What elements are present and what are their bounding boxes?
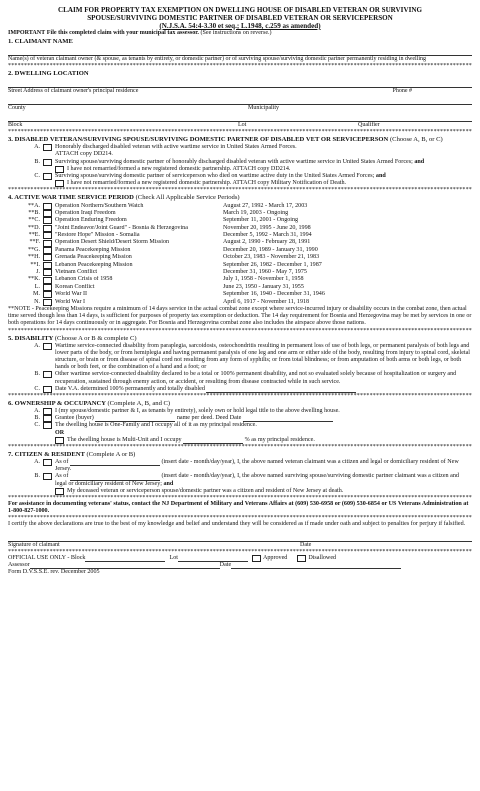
period-name: "Restore Hope" Mission - Somalia — [55, 232, 140, 239]
period-checkbox[interactable] — [43, 291, 52, 298]
block-lot-field[interactable] — [8, 112, 472, 122]
section-2-heading: 2. DWELLING LOCATION — [8, 70, 89, 78]
signature-date-label: Date — [300, 541, 312, 548]
option-5b — [8, 371, 472, 385]
option-5c — [8, 386, 472, 393]
occupancy-percent-field[interactable] — [183, 437, 243, 444]
period-name: Vietnam Conflict — [55, 269, 98, 276]
official-use-row — [8, 555, 472, 562]
multi-unit-suffix: % as my principal residence. — [244, 436, 315, 443]
block-label: Block — [8, 122, 23, 129]
option-7b — [8, 473, 472, 487]
service-period-row — [8, 232, 472, 239]
section-7-note: (Complete A or B) — [86, 450, 136, 458]
section-4-title: 4. ACTIVE WAR TIME SERVICE PERIOD — [8, 194, 134, 202]
title-statute: (N.J.S.A. 54:4-3.30 et seq.; L.1948, c.259 as amended) — [159, 22, 321, 30]
official-block-field[interactable] — [85, 555, 165, 562]
section-6-note: (Complete A, B, and C) — [107, 399, 171, 407]
service-period-row — [8, 254, 472, 261]
official-use-label: OFFICIAL USE ONLY - Block — [8, 554, 86, 561]
period-checkbox[interactable] — [43, 232, 52, 239]
peacekeeping-note: **NOTE - Peacekeeping Missions require a minimum of 14 days service in the actual combat zone except where service-incurred injury or disability occurs in the combat zone, then actual time served though less than 14 days, is sufficient for purposes of property tax exemption or deduction. The 14 day requirement for Bosnia and Herzegovina may be met by services in one or both operations for 14 days continuously or in aggregate. For Bosnia and Herzegovina combat zone also includes the airspace above those nations. — [8, 305, 472, 327]
checkbox-5b[interactable] — [43, 371, 52, 378]
title-line-1: CLAIM FOR PROPERTY TAX EXEMPTION ON DWELLING HOUSE OF DISABLED VETERAN OR SURVIVING — [58, 6, 422, 14]
va-date-field[interactable] — [206, 386, 356, 393]
period-name: Operation Enduring Freedom — [55, 217, 127, 224]
period-letter: **C. — [28, 217, 40, 224]
option-3b-sub — [8, 166, 472, 173]
period-dates: October 23, 1983 - November 21, 1983 — [223, 254, 320, 261]
official-lot-field[interactable] — [178, 555, 248, 562]
county-label: County — [8, 105, 26, 112]
citizen-date-field-a[interactable] — [70, 459, 160, 466]
section-5-heading — [8, 335, 472, 343]
checkbox-3c[interactable] — [43, 173, 52, 180]
section-3-heading — [8, 136, 472, 144]
official-lot-label: Lot — [169, 554, 178, 561]
option-letter: B. — [34, 473, 40, 480]
period-checkbox[interactable] — [43, 277, 52, 284]
period-name: Panama Peacekeeping Mission — [55, 246, 131, 253]
checkbox-3c-sub[interactable] — [55, 180, 64, 187]
option-letter: A. — [34, 407, 40, 414]
period-checkbox[interactable] — [43, 262, 52, 269]
period-checkbox[interactable] — [43, 210, 52, 217]
title-line-2: SPOUSE/SURVIVING DOMESTIC PARTNER OF DISABLED VETERAN OR SERVICEPERSON — [87, 14, 393, 22]
period-checkbox[interactable] — [43, 247, 52, 254]
option-3c-sub-text: I have not remarried/formed a new registered domestic partnership. ATTACH copy Military Notification of Death. — [67, 180, 347, 187]
checkbox-5c[interactable] — [43, 386, 52, 393]
signature-field[interactable] — [8, 529, 472, 542]
option-7b-text: (insert date - month/day/year), I, the above named surviving spouse/surviving domestic partner claimant was a citizen and legal or domiciliary resident of New Jersey; — [55, 473, 459, 487]
checkbox-3b-sub[interactable] — [55, 166, 64, 173]
section-4-heading — [8, 194, 472, 202]
period-name: Grenada Peacekeeping Mission — [55, 254, 132, 261]
divider — [8, 393, 472, 399]
divider — [8, 129, 472, 135]
option-3c-text: Surviving spouse/surviving domestic partner of serviceperson who died on wartime active duty in the United States Armed Forces; — [55, 173, 375, 180]
important-note — [8, 30, 472, 37]
period-checkbox[interactable] — [43, 284, 52, 291]
period-letter: **B. — [28, 209, 40, 216]
option-3a — [8, 144, 472, 158]
period-dates: June 23, 1950 - January 31, 1955 — [223, 283, 304, 290]
period-checkbox[interactable] — [43, 225, 52, 232]
checkbox-3a[interactable] — [43, 144, 52, 151]
period-dates: December 5, 1992 - March 31, 1994 — [223, 232, 312, 239]
important-text: File this completed claim with your municipal tax assessor. — [46, 30, 199, 36]
option-3a-attach: ATTACH copy DD214. — [55, 151, 113, 158]
period-letter: M. — [33, 291, 40, 298]
period-name: Korean Conflict — [55, 283, 95, 290]
as-of-label: As of — [55, 473, 69, 480]
period-dates: November 20, 1995 - June 20, 1998 — [223, 224, 311, 231]
period-dates: August 2, 1990 - February 28, 1991 — [223, 239, 311, 246]
citizen-date-field-b[interactable] — [70, 474, 160, 481]
grantee-label: Grantee (buyer) — [55, 415, 94, 422]
section-6-title: 6. OWNERSHIP & OCCUPANCY — [8, 399, 106, 407]
checkbox-3b[interactable] — [43, 159, 52, 166]
section-4-note: (Check All Applicable Service Periods) — [135, 194, 240, 202]
checkbox-5a[interactable] — [43, 343, 52, 350]
checkbox-7b-sub[interactable] — [55, 488, 64, 495]
assessor-field[interactable] — [30, 562, 220, 569]
period-checkbox[interactable] — [43, 240, 52, 247]
qualifier-label: Qualifier — [358, 122, 380, 129]
claimant-name-caption: Name(s) of veteran claimant owner (& spouse, as tenants by entirety, or domestic partner) or of surviving spouse/surviving domestic partner permanently residing in dwelling — [8, 56, 426, 63]
service-period-row — [8, 247, 472, 254]
divider — [8, 187, 472, 193]
period-dates: September 26, 1982 - December 1, 1987 — [223, 261, 322, 268]
period-name: Lebanon Crisis of 1958 — [55, 276, 113, 283]
section-5-note: (Choose A or B & complete C) — [54, 334, 137, 342]
option-7b-sub-text: My deceased veteran or serviceperson spouse/domestic partner was a citizen and resident of New Jersey at death. — [67, 487, 344, 494]
period-name: World War II — [55, 291, 88, 298]
approved-label: Approved — [262, 554, 288, 561]
period-letter: **K. — [27, 276, 40, 283]
section-7-title: 7. CITIZEN & RESIDENT — [8, 450, 85, 458]
disallowed-label: Disallowed — [308, 554, 337, 561]
option-6a-text: I (my spouse/domestic partner & I, as tenants by entirety), solely own or hold legal title to the above dwelling house. — [55, 407, 340, 414]
and-label: and — [414, 158, 425, 165]
lot-label: Lot — [238, 122, 247, 129]
multi-unit-label: The dwelling house is Multi-Unit and I occupy — [67, 436, 182, 443]
option-letter: C. — [34, 385, 40, 392]
option-letter: C. — [34, 422, 40, 429]
option-6c — [8, 422, 472, 429]
period-dates: August 27, 1992 - March 17, 2003 — [223, 202, 308, 209]
period-checkbox[interactable] — [43, 299, 52, 306]
period-letter: **I. — [30, 261, 40, 268]
service-period-row — [8, 291, 472, 298]
service-period-row — [8, 276, 472, 283]
option-5b-text: Other wartime service-connected disability declared to be a total or 100% permanent disability, and not so evaluated solely because of hospitalization or surgery and recuperation, sustained through enemy action, or accident, or resulting from disease contracted while in such service. — [55, 371, 457, 385]
form-id: Form D.V.S.S.E. rev. December 2005 — [8, 568, 100, 575]
option-5c-text: Date V.A. determined 100% permanently and totally disabled — [55, 385, 205, 392]
option-3b-text: Surviving spouse/surviving domestic partner of honorably discharged disabled veteran with active wartime service in United States Armed Forces; — [55, 158, 413, 165]
period-name: Operation Northern/Southern Watch — [55, 202, 144, 209]
period-dates: September 11, 2001 - Ongoing — [223, 217, 299, 224]
checkbox-7a[interactable] — [43, 459, 52, 466]
service-period-row — [8, 239, 472, 246]
period-letter: L. — [34, 283, 40, 290]
deed-date-label: name per deed. Deed Date — [176, 415, 242, 422]
option-7a-text: (insert date - month/day/year), I, the above named veteran claimant was a citizen and legal or domiciliary resident of New Jersey. — [55, 458, 459, 473]
section-1-heading: 1. CLAIMANT NAME — [8, 38, 73, 46]
option-7b-sub — [8, 488, 472, 495]
period-letter: N. — [34, 298, 40, 305]
street-address-field[interactable] — [8, 78, 472, 88]
and-label: and — [375, 173, 386, 180]
period-name: Operation Desert Shield/Desert Storm Mission — [55, 239, 170, 246]
or-label: OR — [55, 429, 65, 436]
certification-text: I certify the above declarations are true to the best of my knowledge and belief and understand they will be considered as if made under oath and subject to penalties for perjury if falsified. — [8, 521, 466, 528]
service-period-list — [8, 202, 472, 305]
option-5a — [8, 343, 472, 372]
section-7-heading — [8, 451, 472, 459]
period-name: Lebanon Peacekeeping Mission — [55, 261, 133, 268]
and-label: and — [163, 480, 174, 487]
checkbox-7b[interactable] — [43, 473, 52, 480]
option-letter: B. — [34, 371, 40, 378]
claimant-name-field[interactable] — [8, 46, 472, 56]
assessor-row — [8, 562, 472, 569]
option-3c-sub — [8, 180, 472, 187]
option-letter: B. — [34, 158, 40, 165]
period-checkbox[interactable] — [43, 203, 52, 210]
option-3b — [8, 159, 472, 166]
section-6-heading — [8, 400, 472, 408]
checkbox-6b[interactable] — [43, 415, 52, 422]
option-6c-text: The dwelling house is One-Family and I occupy all of it as my principal residence. — [55, 422, 257, 429]
period-letter: **A. — [27, 202, 40, 209]
disallowed-checkbox[interactable] — [297, 555, 306, 562]
as-of-label: As of — [55, 458, 69, 465]
checkbox-6d[interactable] — [55, 437, 64, 444]
period-name: "Joint Endeavor/Joint Guard" - Bosnia & Herzegovina — [55, 224, 188, 231]
period-dates: April 6, 1917 - November 11, 1918 — [223, 298, 310, 305]
assessor-date-field[interactable] — [231, 562, 401, 569]
form-title — [8, 6, 472, 30]
checkbox-6c[interactable] — [43, 422, 52, 429]
period-name: World War I — [55, 298, 86, 305]
approved-checkbox[interactable] — [252, 555, 261, 562]
period-checkbox[interactable] — [43, 217, 52, 224]
option-7a — [8, 459, 472, 473]
service-period-row — [8, 225, 472, 232]
period-dates: December 31, 1960 - May 7, 1975 — [223, 269, 307, 276]
service-period-row — [8, 210, 472, 217]
important-instructions: (See instructions on reverse.) — [200, 30, 272, 36]
divider — [8, 63, 472, 69]
period-dates: March 19, 2003 - Ongoing — [223, 209, 289, 216]
period-letter: **D. — [27, 224, 40, 231]
option-3b-sub-text: I have not remarried/formed a new registered domestic partnership. ATTACH copy DD214. — [67, 165, 291, 172]
option-5a-text: Wartime service-connected disability from paraplegia, sarcoidosis, osteochondritis resulting in permanent loss of use of both legs, or permanent paralysis of both legs and lower parts of the body, or from hemiplegia and having permanent paralysis of one leg and one arm or either side of the body, resulting from injury to spinal cord, skeletal structure, or brain or from disease of spinal cord not resulting from any form of syphilis; or from total blindness; or from amputation of both arms or both legs, or both hands or both feet, or the combination of a hand and a foot; or — [55, 342, 470, 371]
option-letter: C. — [34, 173, 40, 180]
service-period-row — [8, 262, 472, 269]
period-dates: December 20, 1989 - January 31, 1990 — [223, 246, 318, 253]
service-period-row — [8, 202, 472, 209]
period-checkbox[interactable] — [43, 269, 52, 276]
service-period-row — [8, 269, 472, 276]
street-label: Street Address of claimant owner's principal residence — [8, 88, 139, 95]
important-label: IMPORTANT — [8, 30, 46, 36]
option-letter: A. — [34, 342, 40, 349]
municipality-label: Municipality — [248, 105, 279, 112]
section-3-note: (Choose A, B, or C) — [389, 136, 443, 144]
assessor-date-label: Date — [219, 561, 232, 568]
period-dates: September 16, 1940 - December 31, 1946 — [223, 291, 325, 298]
period-dates: July 1, 1958 - November 1, 1958 — [223, 276, 304, 283]
period-name: Operation Iraqi Freedom — [55, 209, 116, 216]
section-3-title: 3. DISABLED VETERAN/SURVIVING SPOUSE/SURVIVING DOMESTIC PARTNER OF DISABLED VET OR SERVICEPERSON — [8, 136, 389, 144]
period-letter: **E. — [28, 232, 40, 239]
service-period-row — [8, 299, 472, 306]
section-5-title: 5. DISABILITY — [8, 334, 54, 342]
option-letter: A. — [34, 144, 40, 151]
service-period-row — [8, 284, 472, 291]
option-3a-text: Honorably discharged disabled veteran with active wartime service in United States Armed Forces. — [55, 144, 297, 151]
period-letter: J. — [36, 269, 40, 276]
divider — [8, 444, 472, 450]
signature-label: Signature of claimant — [8, 541, 60, 548]
divider — [8, 328, 472, 334]
assistance-note: For assistance in documenting veterans' status, contact the NJ Department of Military and Veterans Affairs at (609) 530-6958 or (609) 530-6854 or US Veterans Administration at 1-800-827-1000. — [8, 500, 469, 515]
assessor-label: Assessor — [8, 561, 30, 568]
phone-label: Phone # — [392, 88, 412, 95]
service-period-row — [8, 217, 472, 224]
period-checkbox[interactable] — [43, 254, 52, 261]
checkbox-6a[interactable] — [43, 408, 52, 415]
county-municipality-field[interactable] — [8, 95, 472, 105]
period-letter: **H. — [27, 254, 40, 261]
option-6d — [8, 437, 472, 444]
period-letter: **F. — [29, 239, 40, 246]
option-letter: A. — [34, 458, 40, 465]
period-letter: **G. — [27, 246, 40, 253]
option-letter: B. — [34, 415, 40, 422]
